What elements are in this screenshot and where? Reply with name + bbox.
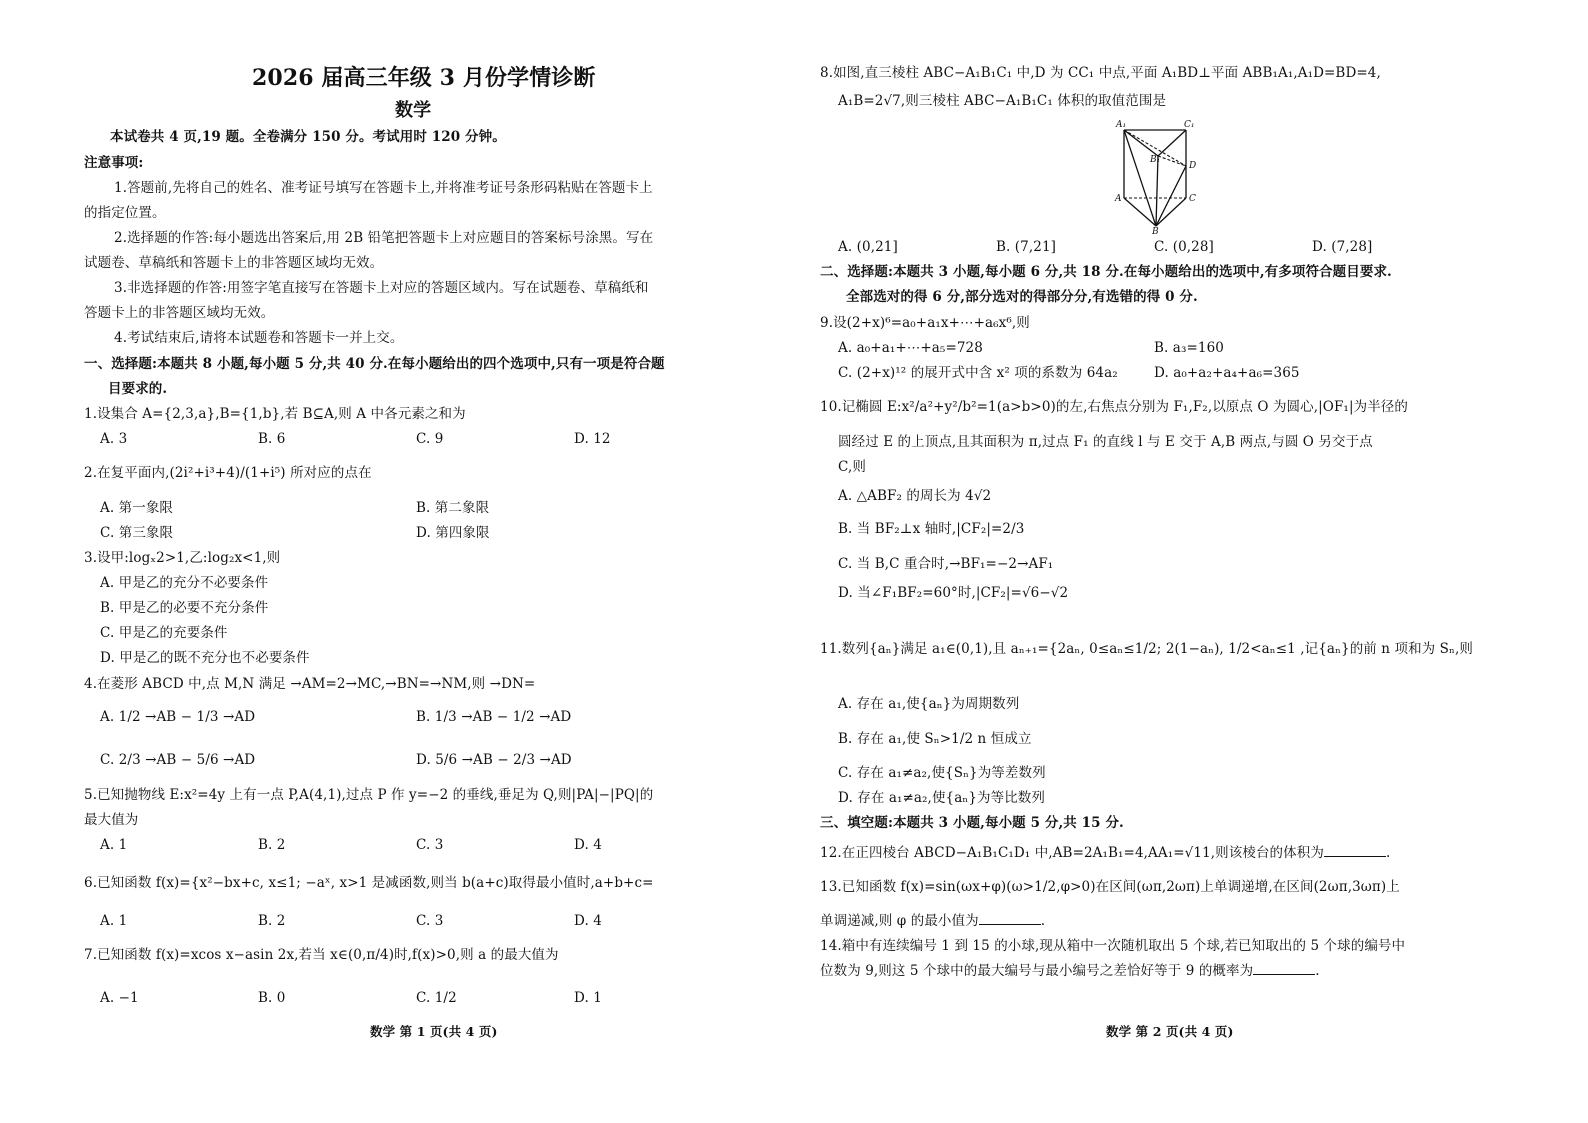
prism-figure bbox=[1115, 118, 1214, 237]
q11-stem: 11.数列{aₙ}满足 a₁∈(0,1),且 aₙ₊₁={2aₙ, 0≤aₙ≤1/2; 2(1−aₙ), 1/2<aₙ≤1 ,记{aₙ}的前 n 项和为 Sₙ,则 bbox=[820, 641, 1473, 657]
q8-option-c: C. (0,28] bbox=[1154, 239, 1214, 255]
section-3-heading: 三、填空题:本题共 3 小题,每小题 5 分,共 15 分. bbox=[820, 815, 1124, 831]
q6-option-b: B. 2 bbox=[258, 913, 286, 929]
page-2 bbox=[794, 0, 1588, 1123]
q4-option-d: D. 5/6 →AB − 2/3 →AD bbox=[416, 752, 572, 768]
q11-option-b: B. 存在 a₁,使 Sₙ>1/2 n 恒成立 bbox=[838, 731, 1032, 747]
q12-answer-blank[interactable] bbox=[1324, 844, 1386, 857]
q5-option-c: C. 3 bbox=[416, 837, 444, 853]
notice-heading: 注意事项: bbox=[84, 155, 144, 171]
q10-stem-cont: 圆经过 E 的上顶点,且其面积为 π,过点 F₁ 的直线 l 与 E 交于 A,B 两点,与圆 O 另交于点 bbox=[838, 434, 1373, 450]
q9-option-d: D. a₀+a₂+a₄+a₆=365 bbox=[1154, 365, 1300, 381]
q9-option-c: C. (2+x)¹² 的展开式中含 x² 项的系数为 64a₂ bbox=[838, 365, 1118, 381]
notice-line: 试题卷、草稿纸和答题卡上的非答题区域均无效。 bbox=[84, 255, 384, 271]
section-1-heading: 一、选择题:本题共 8 小题,每小题 5 分,共 40 分.在每小题给出的四个选项中,只有一项是符合题 bbox=[84, 356, 665, 372]
q6-option-a: A. 1 bbox=[100, 913, 128, 929]
q7-option-d: D. 1 bbox=[574, 990, 602, 1006]
notice-line: 的指定位置。 bbox=[84, 205, 166, 221]
q7-option-b: B. 0 bbox=[258, 990, 286, 1006]
exam-intro: 本试卷共 4 页,19 题。全卷满分 150 分。考试用时 120 分钟。 bbox=[110, 129, 506, 145]
fig-label-a1: A₁ bbox=[1116, 120, 1127, 130]
page-2-footer: 数学 第 2 页(共 4 页) bbox=[1106, 1024, 1234, 1039]
q8-option-b: B. (7,21] bbox=[996, 239, 1056, 255]
q9-stem: 9.设(2+x)⁶=a₀+a₁x+⋯+a₆x⁶,则 bbox=[820, 315, 1030, 331]
q2-stem: 2.在复平面内,(2i²+i³+4)/(1+i⁵) 所对应的点在 bbox=[84, 465, 372, 481]
q14-stem: 14.箱中有连续编号 1 到 15 的小球,现从箱中一次随机取出 5 个球,若已知取出的 5 个球的编号中 bbox=[820, 938, 1406, 954]
q14-stem-cont: 位数为 9,则这 5 个球中的最大编号与最小编号之差恰好等于 9 的概率为 . bbox=[820, 963, 1320, 979]
q10-stem: 10.记椭圆 E:x²/a²+y²/b²=1(a>b>0)的左,右焦点分别为 F₁,F₂,以原点 O 为圆心,|OF₁|为半径的 bbox=[820, 399, 1408, 415]
q5-option-b: B. 2 bbox=[258, 837, 286, 853]
fig-label-b: B bbox=[1152, 227, 1159, 237]
q9-option-a: A. a₀+a₁+⋯+a₅=728 bbox=[838, 340, 983, 356]
q8-stem-cont: A₁B=2√7,则三棱柱 ABC−A₁B₁C₁ 体积的取值范围是 bbox=[838, 93, 1167, 109]
q13-answer-blank[interactable] bbox=[979, 912, 1041, 925]
q5-stem: 5.已知抛物线 E:x²=4y 上有一点 P,A(4,1),过点 P 作 y=−2 的垂线,垂足为 Q,则|PA|−|PQ|的 bbox=[84, 787, 654, 803]
q7-stem: 7.已知函数 f(x)=xcos x−asin 2x,若当 x∈(0,π/4)时,f(x)>0,则 a 的最大值为 bbox=[84, 947, 559, 963]
q1-stem: 1.设集合 A={2,3,a},B={1,b},若 B⊆A,则 A 中各元素之和为 bbox=[84, 406, 466, 422]
q12-text: 12.在正四棱台 ABCD−A₁B₁C₁D₁ 中,AB=2A₁B₁=4,AA₁=√11,则该棱台的体积为 bbox=[820, 845, 1324, 861]
q11-option-a: A. 存在 a₁,使{aₙ}为周期数列 bbox=[838, 696, 1020, 712]
q2-option-c: C. 第三象限 bbox=[100, 525, 174, 541]
q10-stem-cont: C,则 bbox=[838, 459, 866, 475]
fig-label-c1: C₁ bbox=[1184, 120, 1195, 130]
q10-option-a: A. △ABF₂ 的周长为 4√2 bbox=[838, 488, 992, 504]
notice-line: 2.选择题的作答:每小题选出答案后,用 2B 铅笔把答题卡上对应题目的答案标号涂黑。写在 bbox=[114, 230, 654, 246]
q13-stem: 13.已知函数 f(x)=sin(ωx+φ)(ω>1/2,φ>0)在区间(ωπ,2ωπ)上单调递增,在区间(2ωπ,3ωπ)上 bbox=[820, 879, 1400, 895]
q3-option-a: A. 甲是乙的充分不必要条件 bbox=[100, 575, 269, 591]
q3-stem: 3.设甲:logₓ2>1,乙:log₂x<1,则 bbox=[84, 550, 281, 566]
q4-option-c: C. 2/3 →AB − 5/6 →AD bbox=[100, 752, 256, 768]
q10-option-d: D. 当∠F₁BF₂=60°时,|CF₂|=√6−√2 bbox=[838, 585, 1069, 601]
q14-answer-blank[interactable] bbox=[1253, 962, 1315, 975]
fig-label-c: C bbox=[1189, 194, 1196, 204]
q10-option-c: C. 当 B,C 重合时,→BF₁=−2→AF₁ bbox=[838, 556, 1054, 572]
q3-option-d: D. 甲是乙的既不充分也不必要条件 bbox=[100, 650, 310, 666]
fig-label-a: A bbox=[1115, 194, 1122, 204]
q4-option-a: A. 1/2 →AB − 1/3 →AD bbox=[100, 709, 256, 725]
section-2-heading: 二、选择题:本题共 3 小题,每小题 6 分,共 18 分.在每小题给出的选项中,有多项符合题目要求. bbox=[820, 264, 1392, 280]
q7-option-a: A. −1 bbox=[100, 990, 139, 1006]
q2-option-a: A. 第一象限 bbox=[100, 500, 174, 516]
q5-option-a: A. 1 bbox=[100, 837, 128, 853]
q3-option-b: B. 甲是乙的必要不充分条件 bbox=[100, 600, 269, 616]
q5-option-d: D. 4 bbox=[574, 837, 602, 853]
q7-option-c: C. 1/2 bbox=[416, 990, 457, 1006]
q4-option-b: B. 1/3 →AB − 1/2 →AD bbox=[416, 709, 572, 725]
q6-option-c: C. 3 bbox=[416, 913, 444, 929]
q11-option-d: D. 存在 a₁≠a₂,使{aₙ}为等比数列 bbox=[838, 790, 1046, 806]
q13-stem-cont: 单调递减,则 φ 的最小值为 . bbox=[820, 913, 1046, 929]
section-2-heading-cont: 全部选对的得 6 分,部分选对的得部分分,有选错的得 0 分. bbox=[846, 289, 1198, 305]
notice-line: 1.答题前,先将自己的姓名、准考证号填写在答题卡上,并将准考证号条形码粘贴在答题卡上 bbox=[114, 180, 653, 196]
fig-label-d: D bbox=[1189, 161, 1197, 171]
q3-option-c: C. 甲是乙的充要条件 bbox=[100, 625, 228, 641]
q8-option-a: A. (0,21] bbox=[838, 239, 898, 255]
notice-line: 答题卡上的非答题区域均无效。 bbox=[84, 305, 275, 321]
q8-option-d: D. (7,28] bbox=[1312, 239, 1373, 255]
notice-line: 4.考试结束后,请将本试题卷和答题卡一并上交。 bbox=[114, 330, 404, 346]
q2-option-d: D. 第四象限 bbox=[416, 525, 490, 541]
subject-heading: 数学 bbox=[395, 100, 432, 121]
q4-stem: 4.在菱形 ABCD 中,点 M,N 满足 →AM=2→MC,→BN=→NM,则 →DN= bbox=[84, 676, 536, 692]
q1-option-c: C. 9 bbox=[416, 431, 444, 447]
q12-stem: 12.在正四棱台 ABCD−A₁B₁C₁D₁ 中,AB=2A₁B₁=4,AA₁=√11,则该棱台的体积为 . bbox=[820, 845, 1391, 861]
q14-text: 位数为 9,则这 5 个球中的最大编号与最小编号之差恰好等于 9 的概率为 bbox=[820, 963, 1254, 979]
q1-option-d: D. 12 bbox=[574, 431, 611, 447]
q6-stem: 6.已知函数 f(x)={x²−bx+c, x≤1; −aˣ, x>1 是减函数,则当 b(a+c)取得最小值时,a+b+c= bbox=[84, 875, 654, 891]
q5-stem-cont: 最大值为 bbox=[84, 812, 139, 828]
q2-option-b: B. 第二象限 bbox=[416, 500, 490, 516]
fig-label-b1: B₁ bbox=[1150, 155, 1161, 165]
q8-stem: 8.如图,直三棱柱 ABC−A₁B₁C₁ 中,D 为 CC₁ 中点,平面 A₁BD⊥平面 ABB₁A₁,A₁D=BD=4, bbox=[820, 65, 1381, 81]
q11-option-c: C. 存在 a₁≠a₂,使{Sₙ}为等差数列 bbox=[838, 765, 1046, 781]
q13-text: 单调递减,则 φ 的最小值为 bbox=[820, 913, 979, 929]
section-1-heading-cont: 目要求的. bbox=[108, 381, 168, 397]
page-1-footer: 数学 第 1 页(共 4 页) bbox=[370, 1024, 498, 1039]
q1-option-a: A. 3 bbox=[100, 431, 128, 447]
notice-line: 3.非选择题的作答:用签字笔直接写在答题卡上对应的答题区域内。写在试题卷、草稿纸和 bbox=[114, 280, 649, 296]
q1-option-b: B. 6 bbox=[258, 431, 286, 447]
q10-option-b: B. 当 BF₂⊥x 轴时,|CF₂|=2/3 bbox=[838, 521, 1025, 537]
q6-option-d: D. 4 bbox=[574, 913, 602, 929]
exam-title: 2026 届高三年级 3 月份学情诊断 bbox=[252, 65, 596, 91]
q9-option-b: B. a₃=160 bbox=[1154, 340, 1224, 356]
